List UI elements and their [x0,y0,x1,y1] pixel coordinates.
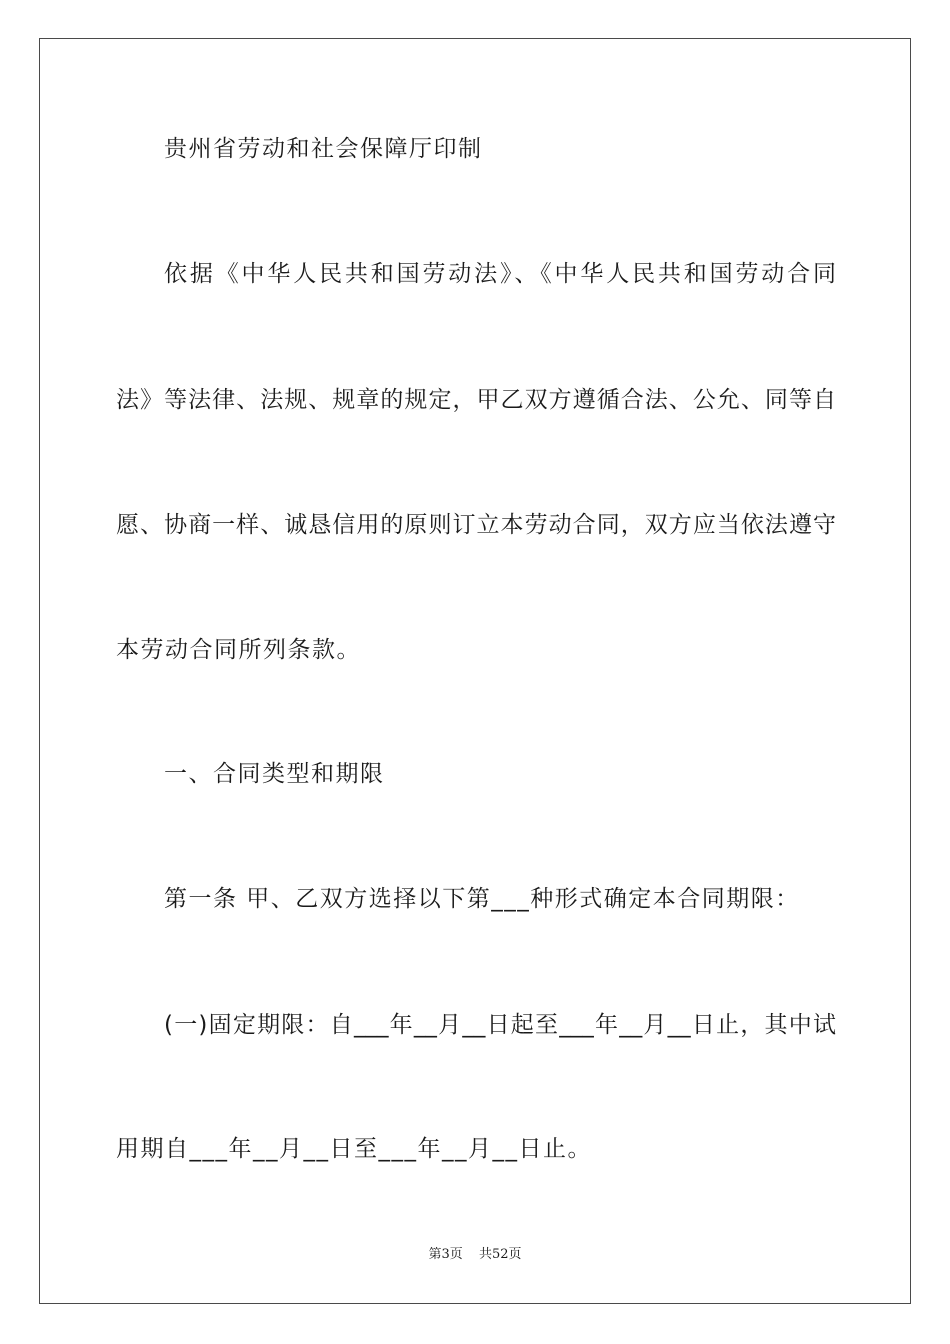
paragraph-line: 依据《中华人民共和国劳动法》、《中华人民共和国劳动合同 [164,261,836,287]
page-border [39,38,911,1304]
article-line: 第一条 甲、乙双方选择以下第___种形式确定本合同期限： [164,886,800,912]
clause-line: 用期自___年__月__日至___年__月__日止。 [116,1136,592,1162]
paragraph-line: 本劳动合同所列条款。 [116,637,361,663]
printer-line: 贵州省劳动和社会保障厅印制 [164,136,483,162]
clause-line: (一)固定期限：自___年__月__日起至___年__月__日止，其中试 [164,1012,836,1038]
paragraph-line: 愿、协商一样、诚恳信用的原则订立本劳动合同，双方应当依法遵守 [116,512,836,538]
total-pages: 共52页 [478,1247,522,1262]
page-footer [0,1246,950,1264]
section-heading: 一、合同类型和期限 [164,761,385,787]
page-number: 第3页 [428,1247,463,1262]
paragraph-line: 法》等法律、法规、规章的规定，甲乙双方遵循合法、公允、同等自 [116,387,836,413]
